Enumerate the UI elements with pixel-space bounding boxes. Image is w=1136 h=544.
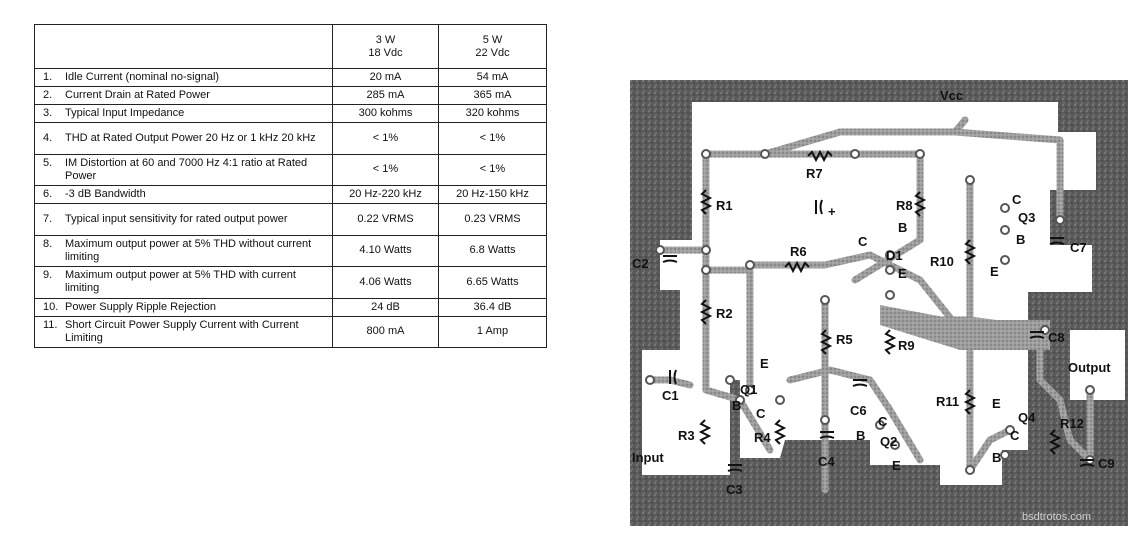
row-number: 8. (43, 237, 53, 250)
label-d1-e: E (898, 266, 907, 281)
header-voltage: 22 Vdc (475, 46, 510, 59)
value-5w: 6.8 Watts (439, 235, 547, 267)
label-q2-e: E (892, 458, 901, 473)
row-description: -3 dB Bandwidth (65, 188, 146, 200)
value-3w: 300 kohms (333, 105, 439, 123)
table-row (35, 235, 547, 267)
header-power: 3 W (375, 33, 396, 46)
label-q4: Q4 (1018, 410, 1036, 425)
table-row (35, 298, 547, 316)
label-r9: R9 (898, 338, 915, 353)
table-row (35, 87, 547, 105)
table-row (35, 69, 547, 87)
label-r8: R8 (896, 198, 913, 213)
table-row (35, 204, 547, 236)
label-r10: R10 (930, 254, 954, 269)
value-5w: 36.4 dB (439, 298, 547, 316)
label-r5: R5 (836, 332, 853, 347)
row-description: Typical input sensitivity for rated output power (65, 212, 288, 225)
row-description-cell (35, 123, 333, 155)
table-row (35, 186, 547, 204)
label-c1: C1 (662, 388, 679, 403)
table-row (35, 267, 547, 299)
label-vcc: Vcc (940, 88, 964, 103)
row-description-cell (35, 316, 333, 348)
value-5w: 320 kohms (439, 105, 547, 123)
label-q3-b: B (1016, 232, 1026, 247)
value-3w: < 1% (333, 123, 439, 155)
label-c3: C3 (726, 482, 743, 497)
row-number: 3. (43, 107, 53, 119)
label-c6: C6 (850, 403, 867, 418)
label-q2-b: B (856, 428, 866, 443)
row-description-cell (35, 87, 333, 105)
label-q4-e: E (992, 396, 1001, 411)
label-q4-b: B (992, 450, 1002, 465)
label-q4-c: C (1010, 428, 1020, 443)
label-q1-e: E (760, 356, 769, 371)
value-5w: 365 mA (439, 87, 547, 105)
label-c8: C8 (1048, 330, 1065, 345)
watermark: bsdtrotos.com (1022, 511, 1092, 523)
label-c9: C9 (1098, 456, 1115, 471)
label-q3-e: E (990, 264, 999, 279)
label-q2: Q2 (880, 434, 898, 449)
label-r11: R11 (936, 394, 960, 409)
row-description: Power Supply Ripple Rejection (65, 300, 217, 313)
row-number: 2. (43, 89, 53, 101)
label-q2-c: C (878, 414, 888, 429)
header-empty-cell (35, 25, 333, 69)
label-r1: R1 (716, 198, 733, 213)
label-c4: C4 (818, 454, 835, 469)
label-d1-c: C (858, 234, 868, 249)
row-description-cell (35, 69, 333, 87)
value-3w: 20 Hz-220 kHz (333, 186, 439, 204)
row-description: Maximum output power at 5% THD with current limiting (65, 269, 296, 295)
table-header-row (35, 25, 547, 69)
value-5w: < 1% (439, 123, 547, 155)
header-5w (439, 25, 547, 69)
label-r2: R2 (716, 306, 733, 321)
label-q1: Q1 (740, 382, 758, 397)
row-number: 11. (43, 318, 58, 331)
label-r3: R3 (678, 428, 695, 443)
value-3w: 0.22 VRMS (333, 204, 439, 236)
row-description-cell (35, 105, 333, 123)
row-description: Typical Input Impedance (65, 107, 185, 119)
label-r4: R4 (754, 430, 771, 445)
header-3w (333, 25, 439, 69)
row-description: Current Drain at Rated Power (65, 89, 210, 101)
header-voltage: 18 Vdc (368, 46, 403, 59)
row-number: 7. (43, 212, 53, 225)
table-row (35, 105, 547, 123)
row-number: 1. (43, 71, 53, 83)
spec-table (34, 24, 547, 348)
row-description-cell (35, 204, 333, 236)
label-r12: R12 (1060, 416, 1084, 431)
value-3w: 20 mA (333, 69, 439, 87)
value-3w: 285 mA (333, 87, 439, 105)
row-description-cell (35, 154, 333, 186)
row-description: IM Distortion at 60 and 7000 Hz 4:1 ratio at Rated Power (65, 156, 308, 182)
row-description-cell (35, 235, 333, 267)
value-5w: 0.23 VRMS (439, 204, 547, 236)
label-c7: C7 (1070, 240, 1087, 255)
value-3w: 4.10 Watts (333, 235, 439, 267)
value-3w: 4.06 Watts (333, 267, 439, 299)
label-output: Output (1068, 360, 1111, 375)
table-row (35, 154, 547, 186)
label-plus: + (828, 204, 836, 219)
label-q1-c: C (756, 406, 766, 421)
pcb-layout (630, 80, 1128, 526)
row-description: Maximum output power at 5% THD without current limiting (65, 237, 312, 263)
label-r6: R6 (790, 244, 807, 259)
value-3w: 800 mA (333, 316, 439, 348)
table-row (35, 123, 547, 155)
value-5w: 20 Hz-150 kHz (439, 186, 547, 204)
label-q3-c: C (1012, 192, 1022, 207)
label-r7: R7 (806, 166, 823, 181)
row-description-cell (35, 186, 333, 204)
value-5w: 1 Amp (439, 316, 547, 348)
row-number: 10. (43, 300, 59, 313)
label-input: Input (632, 450, 664, 465)
label-q1-b: B (732, 398, 742, 413)
table-row (35, 316, 547, 348)
row-description: Idle Current (nominal no-signal) (65, 71, 220, 83)
header-power: 5 W (482, 33, 503, 46)
row-number: 6. (43, 188, 53, 200)
value-5w: 6.65 Watts (439, 267, 547, 299)
label-c2: C2 (632, 256, 649, 271)
value-3w: < 1% (333, 154, 439, 186)
label-d1-b: B (898, 220, 908, 235)
row-description-cell (35, 298, 333, 316)
row-number: 5. (43, 156, 53, 169)
label-d1: D1 (886, 248, 903, 263)
row-description: Short Circuit Power Supply Current with Current Limiting (65, 318, 299, 344)
value-3w: 24 dB (333, 298, 439, 316)
value-5w: 54 mA (439, 69, 547, 87)
row-number: 4. (43, 131, 53, 144)
value-5w: < 1% (439, 154, 547, 186)
row-number: 9. (43, 269, 53, 282)
row-description-cell (35, 267, 333, 299)
label-q3: Q3 (1018, 210, 1036, 225)
row-description: THD at Rated Output Power 20 Hz or 1 kHz 20 kHz (65, 131, 316, 144)
